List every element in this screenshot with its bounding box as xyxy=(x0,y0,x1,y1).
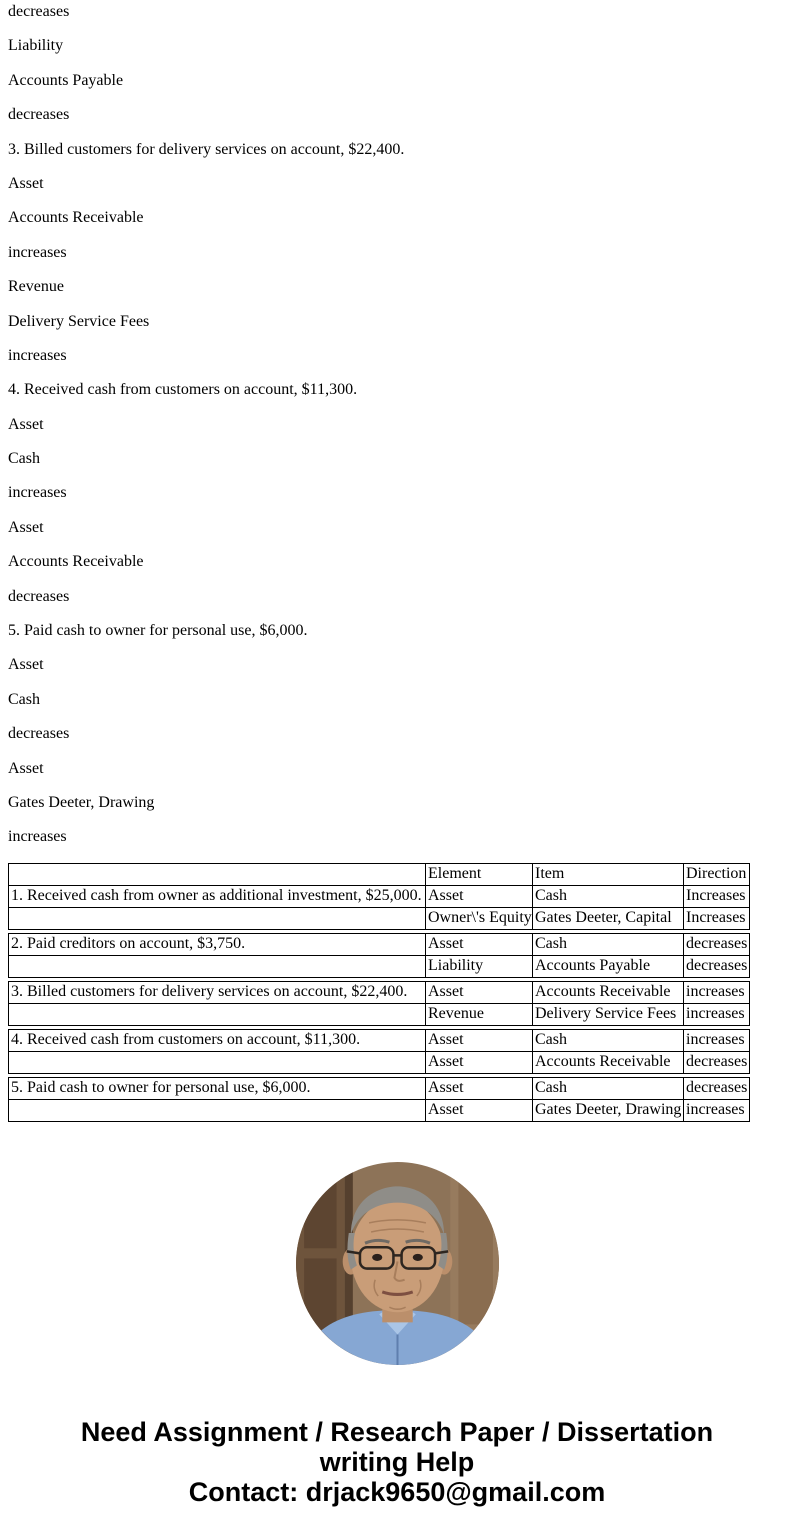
table-header-cell: Element xyxy=(426,863,533,885)
table-cell: Gates Deeter, Capital xyxy=(533,907,684,929)
table-cell: Owner\'s Equity xyxy=(426,907,533,929)
table-header-cell xyxy=(9,863,426,885)
table-cell: 4. Received cash from customers on account, $11,300. xyxy=(9,1029,426,1051)
paragraph: Accounts Payable xyxy=(8,71,124,89)
paragraph: decreases xyxy=(8,725,70,743)
footer-heading-line2: writing Help xyxy=(319,1446,475,1477)
footer-heading-line1: Need Assignment / Research Paper / Dissertation xyxy=(80,1416,714,1447)
paragraph: 4. Received cash from customers on account, $11,300. xyxy=(8,381,358,399)
table-row xyxy=(9,1003,750,1025)
table-row xyxy=(9,885,750,907)
table-cell: Asset xyxy=(426,1029,533,1051)
table-cell xyxy=(9,1099,426,1121)
table-cell: increases xyxy=(684,1099,750,1121)
paragraph: decreases xyxy=(8,3,70,20)
paragraph: Asset xyxy=(8,656,44,674)
paragraph: increases xyxy=(8,828,67,846)
avatar-container xyxy=(8,1162,786,1365)
paragraph: Accounts Receivable xyxy=(8,209,144,227)
answers-table xyxy=(8,1029,750,1074)
table-cell: 5. Paid cash to owner for personal use, $6,000. xyxy=(9,1077,426,1099)
paragraph: Delivery Service Fees xyxy=(8,312,150,330)
table-cell: decreases xyxy=(684,955,750,977)
paragraph: Cash xyxy=(8,450,40,468)
paragraph: decreases xyxy=(8,587,70,605)
footer-contact: Contact: drjack9650@gmail.com xyxy=(188,1476,606,1507)
table-cell: Cash xyxy=(533,1077,684,1099)
paragraph: Revenue xyxy=(8,278,64,296)
table-cell: Cash xyxy=(533,885,684,907)
paragraph: 5. Paid cash to owner for personal use, $6,000. xyxy=(8,622,308,640)
table-cell: Cash xyxy=(533,933,684,955)
avatar xyxy=(296,1162,499,1365)
table-cell: Increases xyxy=(684,907,750,929)
paragraph: decreases xyxy=(8,106,70,124)
answers-table xyxy=(8,933,750,978)
table-cell: Accounts Payable xyxy=(533,955,684,977)
answers-table xyxy=(8,863,750,930)
paragraph: Asset xyxy=(8,759,44,777)
table-cell: Accounts Receivable xyxy=(533,1051,684,1073)
table-row xyxy=(9,981,750,1003)
table-cell: Asset xyxy=(426,1051,533,1073)
paragraph: Asset xyxy=(8,174,44,192)
table-cell xyxy=(9,955,426,977)
table-cell: Asset xyxy=(426,981,533,1003)
answers-table xyxy=(8,981,750,1026)
table-header-row xyxy=(9,863,750,885)
table-row xyxy=(9,907,750,929)
table-cell: Asset xyxy=(426,933,533,955)
table-cell: increases xyxy=(684,1029,750,1051)
paragraph: Cash xyxy=(8,690,40,708)
table-cell: Asset xyxy=(426,1099,533,1121)
table-cell: Increases xyxy=(684,885,750,907)
table-row xyxy=(9,1099,750,1121)
table-cell: increases xyxy=(684,981,750,1003)
paragraph: Accounts Receivable xyxy=(8,553,144,571)
table-row xyxy=(9,1077,750,1099)
table-cell: Revenue xyxy=(426,1003,533,1025)
table-cell: Gates Deeter, Drawing xyxy=(533,1099,684,1121)
table-cell xyxy=(9,1051,426,1073)
table-header-cell: Direction xyxy=(684,863,750,885)
table-cell xyxy=(9,907,426,929)
table-cell: Cash xyxy=(533,1029,684,1051)
paragraph: increases xyxy=(8,346,67,364)
answers-table xyxy=(8,1077,750,1122)
table-cell: Accounts Receivable xyxy=(533,981,684,1003)
table-cell: Asset xyxy=(426,1077,533,1099)
table-row xyxy=(9,1029,750,1051)
man-portrait-image xyxy=(296,1162,499,1365)
paragraph: increases xyxy=(8,484,67,502)
paragraph: Gates Deeter, Drawing xyxy=(8,793,155,811)
document-body xyxy=(8,3,786,1507)
table-cell: 2. Paid creditors on account, $3,750. xyxy=(9,933,426,955)
table-cell: decreases xyxy=(684,933,750,955)
paragraph: Liability xyxy=(8,37,64,55)
table-row xyxy=(9,933,750,955)
table-cell: Asset xyxy=(426,885,533,907)
table-cell: 1. Received cash from owner as additional investment, $25,000. xyxy=(9,885,426,907)
table-cell: Delivery Service Fees xyxy=(533,1003,684,1025)
table-row xyxy=(9,1051,750,1073)
paragraph: Asset xyxy=(8,518,44,536)
table-cell xyxy=(9,1003,426,1025)
table-row xyxy=(9,955,750,977)
table-cell: decreases xyxy=(684,1051,750,1073)
paragraph: 3. Billed customers for delivery services on account, $22,400. xyxy=(8,140,405,158)
table-cell: 3. Billed customers for delivery services on account, $22,400. xyxy=(9,981,426,1003)
table-cell: Liability xyxy=(426,955,533,977)
paragraph: Asset xyxy=(8,415,44,433)
table-cell: increases xyxy=(684,1003,750,1025)
footer xyxy=(8,1417,786,1507)
table-header-cell: Item xyxy=(533,863,684,885)
paragraph: increases xyxy=(8,243,67,261)
table-cell: decreases xyxy=(684,1077,750,1099)
